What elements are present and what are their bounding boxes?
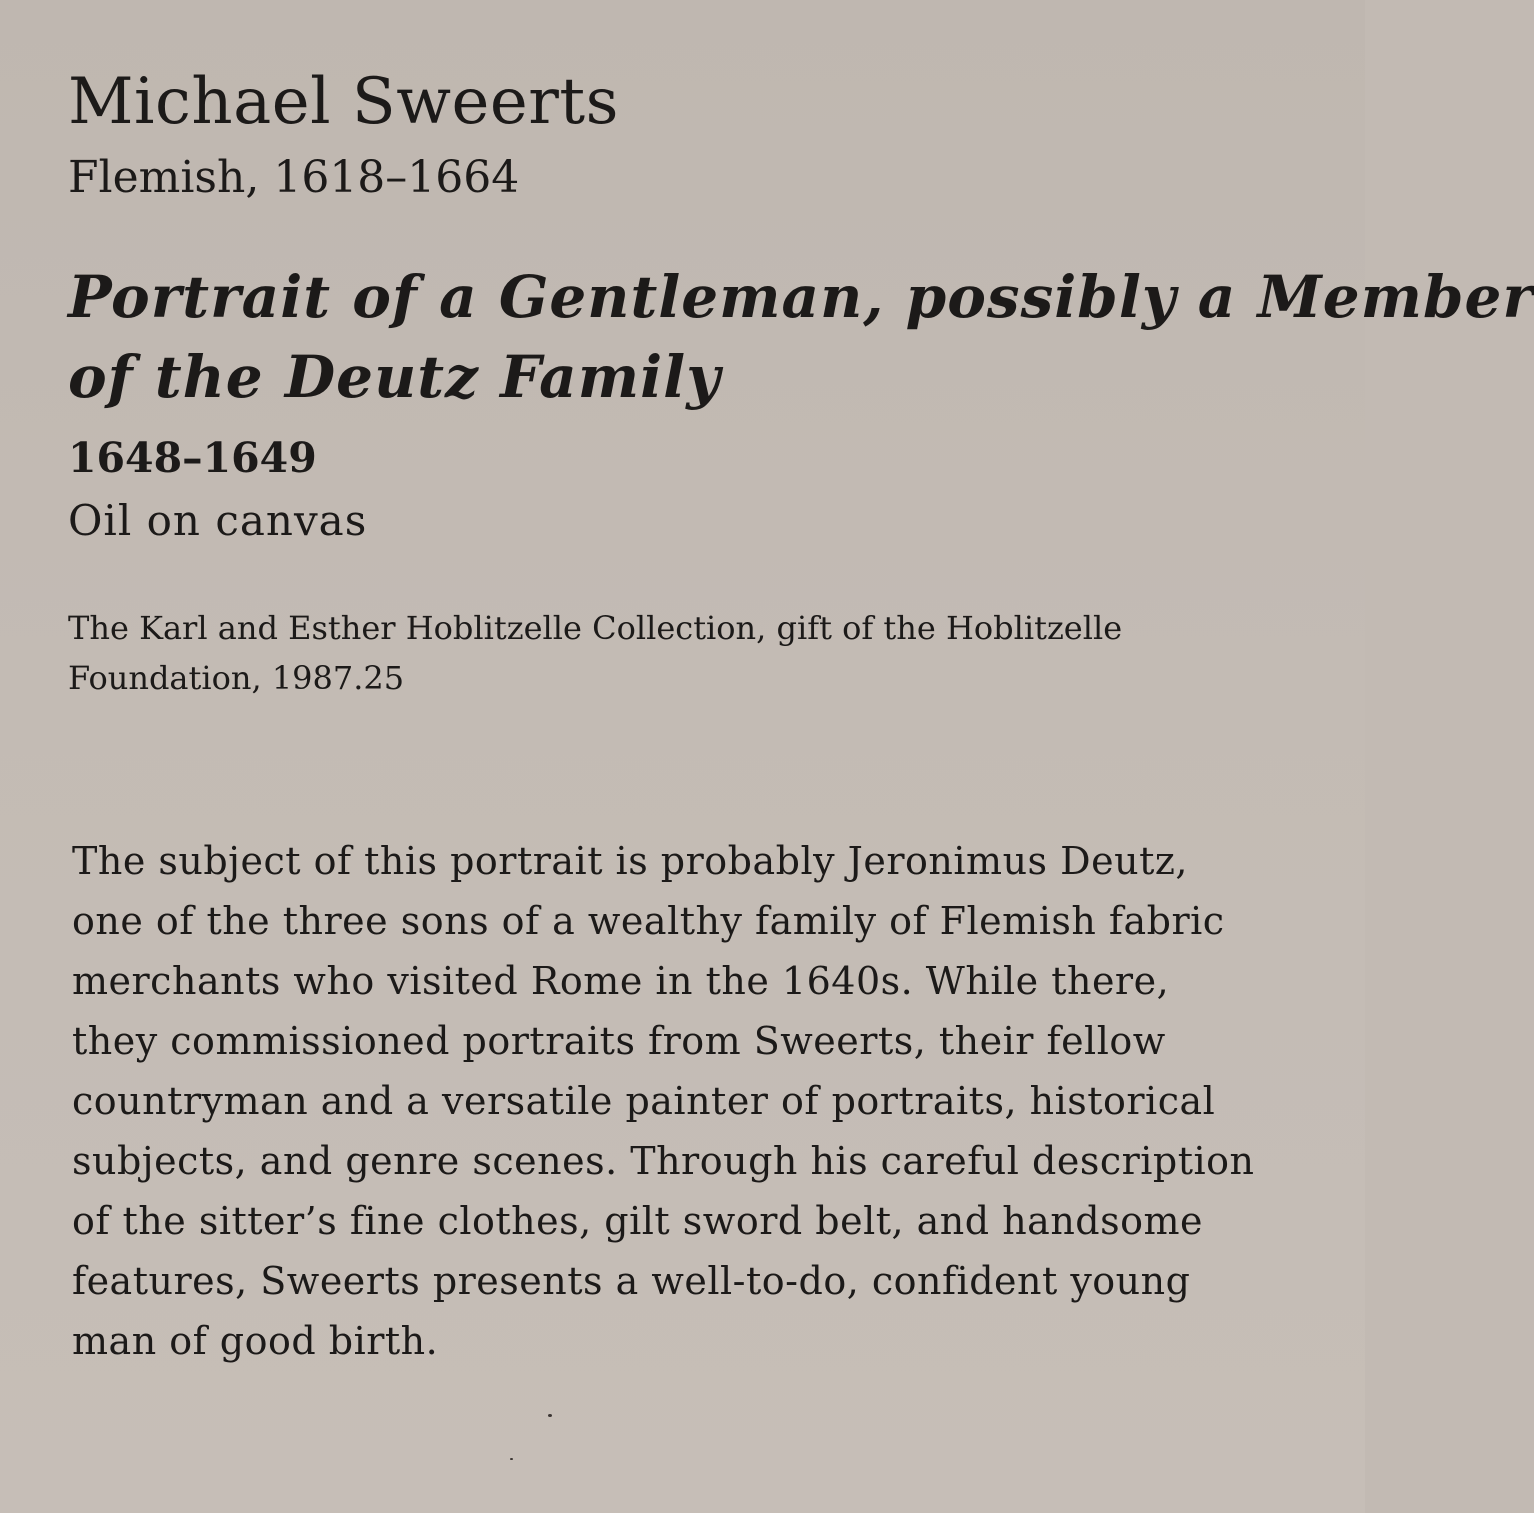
description-line: one of the three sons of a wealthy family of Flemish fabric [72, 899, 1225, 943]
description-line: features, Sweerts presents a well-to-do, confident young [72, 1259, 1191, 1303]
description-line: of the sitter’s fine clothes, gilt sword belt, and handsome [72, 1199, 1204, 1243]
surface-speck [548, 1414, 552, 1417]
surface-speck [510, 1458, 513, 1460]
artwork-title-line: Portrait of a Gentleman, possibly a Member [68, 263, 1534, 331]
artwork-medium: Oil on canvas [68, 496, 368, 545]
artwork-title-line: of the Deutz Family [68, 343, 721, 411]
artist-nationality-dates: Flemish, 1618–1664 [68, 152, 520, 203]
credit-line: Foundation, 1987.25 [68, 659, 405, 697]
description-line: they commissioned portraits from Sweerts, their fellow [72, 1019, 1166, 1063]
description-line: subjects, and genre scenes. Through his careful description [72, 1139, 1255, 1183]
description-line: man of good birth. [72, 1319, 439, 1363]
artist-name: Michael Sweerts [68, 65, 619, 139]
description-line: merchants who visited Rome in the 1640s. While there, [72, 959, 1170, 1003]
credit-line: The Karl and Esther Hoblitzelle Collection, gift of the Hoblitzelle [68, 609, 1123, 647]
artwork-date: 1648–1649 [68, 434, 317, 482]
description-line: The subject of this portrait is probably Jeronimus Deutz, [72, 839, 1188, 883]
description-line: countryman and a versatile painter of portraits, historical [72, 1079, 1216, 1123]
